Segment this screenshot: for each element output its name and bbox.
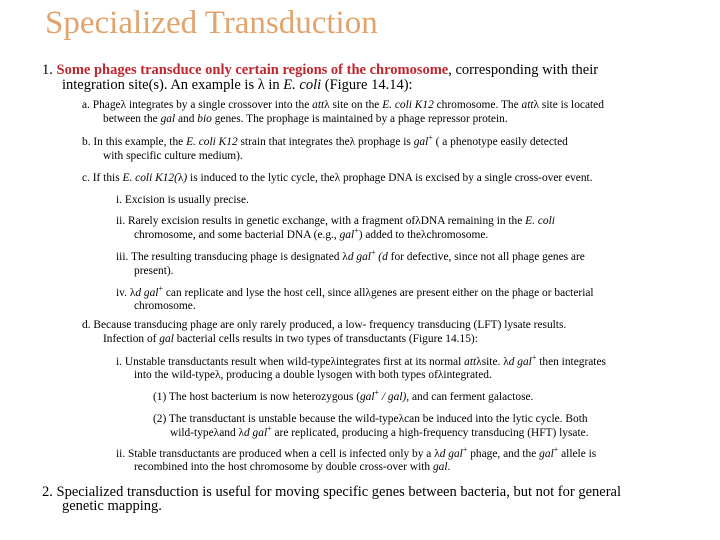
point-d-2-line-2: wild-typeλand λd gal+ are replicated, producing a high-frequency transducing (HFT) lysate. [170,424,589,439]
point-c-iii-line-1: iii. The resulting transducing phage is designated λd gal+ (d for defective, since not all phage genes are [116,248,585,263]
point-c-ii-line-2: chromosome, and some bacterial DNA (e.g., gal+) added to theλchromosome. [134,226,489,241]
point-d-i-line-2: into the wild-typeλ, producing a double lysogen with both types ofλintegrated. [134,369,492,381]
point-d-line-1: d. Because transducing phage are only rarely produced, a low- frequency transducing (LFT) lysate results. [82,319,567,331]
item-1-highlight: Some phages transduce only certain regions of the chromosome [56,62,449,78]
point-d-ii-line-2: recombined into the host chromosome by double cross-over with gal. [134,461,451,473]
item-1-line-2: integration site(s). An example is λ in E. coli (Figure 14.14): [62,77,413,93]
point-c-i: i. Excision is usually precise. [116,194,249,206]
point-b-line-2: with specific culture medium). [103,150,243,162]
point-a-line-2: between the gal and bio genes. The prophage is maintained by a phage repressor protein. [103,113,508,125]
item-number: 1. [42,62,53,78]
point-c-line-1: c. If this E. coli K12(λ) is induced to the lytic cycle, theλ prophage DNA is excised by a single cross-over event. [82,172,593,184]
point-d-ii-line-1: ii. Stable transductants are produced when a cell is infected only by a λd gal+ phage, and the gal+ allele is [116,445,597,460]
point-a-line-1: a. Phageλ integrates by a single crossover into the attλ site on the E. coli K12 chromosome. The attλ site is located [82,99,604,111]
point-c-iv-line-1: iv. λd gal+ can replicate and lyse the host cell, since allλgenes are present either on the phage or bacterial [116,284,594,299]
point-c-iv-line-2: chromosome. [134,300,196,312]
item-2-line-2: genetic mapping. [62,498,162,514]
item-2-line-1: 2. Specialized transduction is useful for moving specific genes between bacteria, but not for general [42,484,621,500]
item-1-line-1: 1. Some phages transduce only certain regions of the chromosome, corresponding with their [42,62,599,78]
slide-title: Specialized Transduction [45,5,378,41]
point-d-2-line-1: (2) The transductant is unstable because the wild-typeλcan be induced into the lytic cycle. Both [153,413,588,425]
point-c-ii-line-1: ii. Rarely excision results in genetic exchange, with a fragment ofλDNA remaining in the E. coli [116,215,555,227]
point-b-line-1: b. In this example, the E. coli K12 strain that integrates theλ prophage is gal+ ( a phenotype easily detected [82,133,568,148]
point-d-line-2: Infection of gal bacterial cells results in two types of transductants (Figure 14.15): [103,333,478,345]
point-d-1: (1) The host bacterium is now heterozygous (gal+ / gal), and can ferment galactose. [153,388,534,403]
point-d-i-line-1: i. Unstable transductants result when wild-typeλintegrates first at its normal attλsite. λd gal+ then integrates [116,353,606,368]
point-c-iii-line-2: present). [134,265,174,277]
